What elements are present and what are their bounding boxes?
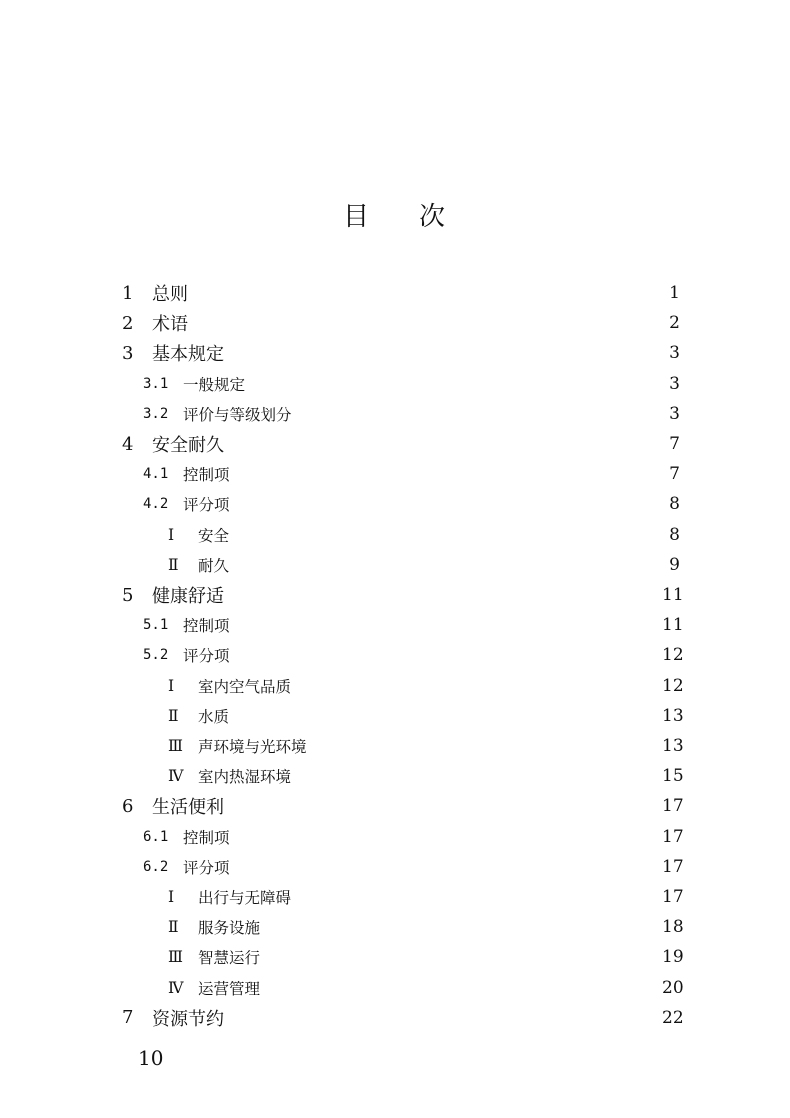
dot-leader xyxy=(236,610,654,640)
toc-entry-label: 智慧运行 xyxy=(198,949,261,968)
page-title xyxy=(0,196,790,233)
toc-entry-page: 8 xyxy=(669,494,680,515)
toc-entry-number: 3.1 xyxy=(143,375,169,392)
toc-entry-number: 5 xyxy=(122,584,134,606)
toc-entry-number: 7 xyxy=(122,1007,134,1029)
toc-entry-page: 7 xyxy=(669,434,680,454)
dot-leader xyxy=(230,1003,654,1033)
toc-entry-label: 控制项 xyxy=(183,828,230,847)
toc-entry-label: 生活便利 xyxy=(152,797,224,819)
toc-entry-number: Ⅲ xyxy=(168,737,183,755)
toc-entry-number: 6.2 xyxy=(143,858,169,875)
toc-entry[interactable] xyxy=(0,761,790,791)
toc-entry-number: Ⅳ xyxy=(168,767,184,786)
dot-leader xyxy=(235,520,654,550)
toc-entry-page: 13 xyxy=(662,705,684,726)
toc-entry-number: 4.1 xyxy=(143,466,169,483)
toc-entry-label: 评价与等级划分 xyxy=(183,405,292,424)
toc-entry-number: Ⅱ xyxy=(168,706,179,725)
toc-entry-page: 17 xyxy=(662,856,684,877)
toc-entry-label: 评分项 xyxy=(183,496,230,515)
dot-leader xyxy=(251,369,654,399)
toc-entry-page: 12 xyxy=(662,645,684,666)
toc-entry[interactable] xyxy=(0,610,790,640)
toc-entry-page: 2 xyxy=(669,313,680,334)
toc-entry-page: 1 xyxy=(669,283,680,303)
dot-leader xyxy=(297,671,654,701)
toc-entry[interactable] xyxy=(0,912,790,942)
toc-entry-label: 控制项 xyxy=(183,617,230,636)
toc-entry[interactable] xyxy=(0,369,790,399)
toc-entry[interactable] xyxy=(0,671,790,701)
dot-leader xyxy=(236,822,654,852)
toc-entry-label: 室内热湿环境 xyxy=(198,768,292,787)
dot-leader xyxy=(236,640,654,670)
toc-entry-page: 9 xyxy=(669,554,680,575)
toc-entry-label: 安全耐久 xyxy=(152,435,224,456)
toc-entry-label: 健康舒适 xyxy=(152,586,224,607)
toc-entry-page: 17 xyxy=(662,796,684,817)
toc-entry-number: 3 xyxy=(122,342,134,364)
toc-entry[interactable] xyxy=(0,550,790,580)
toc-entry[interactable] xyxy=(0,942,790,972)
dot-leader xyxy=(230,580,654,610)
dot-leader xyxy=(266,942,654,972)
toc-entry-page: 20 xyxy=(662,977,684,998)
toc-entry-number: Ⅱ xyxy=(168,918,179,937)
toc-entry-number: 1 xyxy=(122,282,134,304)
toc-entry-page: 19 xyxy=(662,947,684,968)
toc-entry[interactable] xyxy=(0,338,790,368)
toc-entry-page: 17 xyxy=(662,887,684,907)
toc-entry-label: 一般规定 xyxy=(183,375,246,394)
toc-entry-number: Ⅰ xyxy=(168,676,175,695)
dot-leader xyxy=(236,459,654,489)
toc-entry[interactable] xyxy=(0,1003,790,1033)
toc-entry-number: 3.2 xyxy=(143,405,169,422)
dot-leader xyxy=(298,399,654,429)
toc-entry[interactable] xyxy=(0,278,790,308)
dot-leader xyxy=(266,912,654,942)
toc-entry-number: 4.2 xyxy=(143,496,169,513)
toc-entry-number: 6 xyxy=(122,795,134,817)
toc-entry-page: 13 xyxy=(662,736,684,756)
toc-entry[interactable] xyxy=(0,731,790,761)
toc-entry-label: 声环境与光环境 xyxy=(198,738,307,756)
page-number: 10 xyxy=(138,1046,164,1070)
toc-entry-number: Ⅱ xyxy=(168,555,179,574)
toc-entry-number: 5.2 xyxy=(143,647,169,664)
toc-entry[interactable] xyxy=(0,882,790,912)
dot-leader xyxy=(236,852,654,882)
toc-entry-number: Ⅰ xyxy=(168,525,175,544)
toc-entry[interactable] xyxy=(0,791,790,821)
dot-leader xyxy=(235,701,654,731)
toc-entry[interactable] xyxy=(0,973,790,1003)
toc-entry-page: 3 xyxy=(669,403,680,424)
toc-entry[interactable] xyxy=(0,429,790,459)
dot-leader xyxy=(235,550,654,580)
dot-leader xyxy=(297,882,654,912)
dot-leader xyxy=(236,489,654,519)
toc-entry-label: 服务设施 xyxy=(198,919,261,938)
toc-entry[interactable] xyxy=(0,822,790,852)
toc-entry-label: 安全 xyxy=(198,526,230,545)
toc-entry-number: Ⅳ xyxy=(168,978,184,997)
toc-entry-page: 7 xyxy=(669,464,680,485)
dot-leader xyxy=(230,338,654,368)
toc-entry-label: 资源节约 xyxy=(152,1008,224,1030)
dot-leader xyxy=(230,429,654,459)
toc-entry[interactable] xyxy=(0,852,790,882)
toc-entry-label: 耐久 xyxy=(198,556,230,575)
toc-entry-number: 4 xyxy=(122,433,134,455)
toc-entry-label: 水质 xyxy=(198,707,230,726)
toc-entry[interactable] xyxy=(0,489,790,519)
toc-entry[interactable] xyxy=(0,701,790,731)
toc-entry-page: 18 xyxy=(662,917,684,938)
toc-entry-page: 15 xyxy=(662,766,684,787)
toc-entry-number: 6.1 xyxy=(143,828,169,845)
toc-entry-page: 12 xyxy=(662,675,684,696)
toc-entry-page: 11 xyxy=(662,585,684,605)
toc-entry[interactable] xyxy=(0,399,790,429)
toc-entry-page: 11 xyxy=(662,615,684,636)
toc-entry[interactable] xyxy=(0,520,790,550)
toc-entry[interactable] xyxy=(0,580,790,610)
toc-entry-page: 22 xyxy=(662,1007,684,1028)
title-char-1: 目 xyxy=(342,202,371,232)
toc-entry-label: 评分项 xyxy=(183,858,230,877)
toc-entry-label: 室内空气品质 xyxy=(198,677,292,696)
toc-entry-label: 总则 xyxy=(152,284,188,305)
toc-entry-label: 基本规定 xyxy=(152,344,224,366)
toc-entry-number: Ⅲ xyxy=(168,948,183,967)
toc-entry-label: 控制项 xyxy=(183,466,230,485)
dot-leader xyxy=(230,791,654,821)
toc-entry-label: 出行与无障碍 xyxy=(198,889,292,907)
dot-leader xyxy=(313,731,654,761)
toc-entry[interactable] xyxy=(0,459,790,489)
toc-entry-number: Ⅰ xyxy=(168,888,175,906)
toc-entry-label: 运营管理 xyxy=(198,979,261,998)
toc-entry[interactable] xyxy=(0,640,790,670)
toc-entry-page: 17 xyxy=(662,826,684,847)
dot-leader xyxy=(297,761,654,791)
dot-leader xyxy=(266,973,654,1003)
dot-leader xyxy=(194,308,654,338)
toc-entry-number: 2 xyxy=(122,312,134,334)
toc-entry-label: 评分项 xyxy=(183,647,230,666)
toc-entry-page: 8 xyxy=(669,524,680,545)
toc-entry-number: 5.1 xyxy=(143,617,169,634)
toc-entry[interactable] xyxy=(0,308,790,338)
toc-entry-page: 3 xyxy=(669,343,680,364)
toc-entry-label: 术语 xyxy=(152,314,188,336)
title-char-2: 次 xyxy=(419,202,448,232)
dot-leader xyxy=(194,278,654,308)
toc-entry-page: 3 xyxy=(669,373,680,394)
